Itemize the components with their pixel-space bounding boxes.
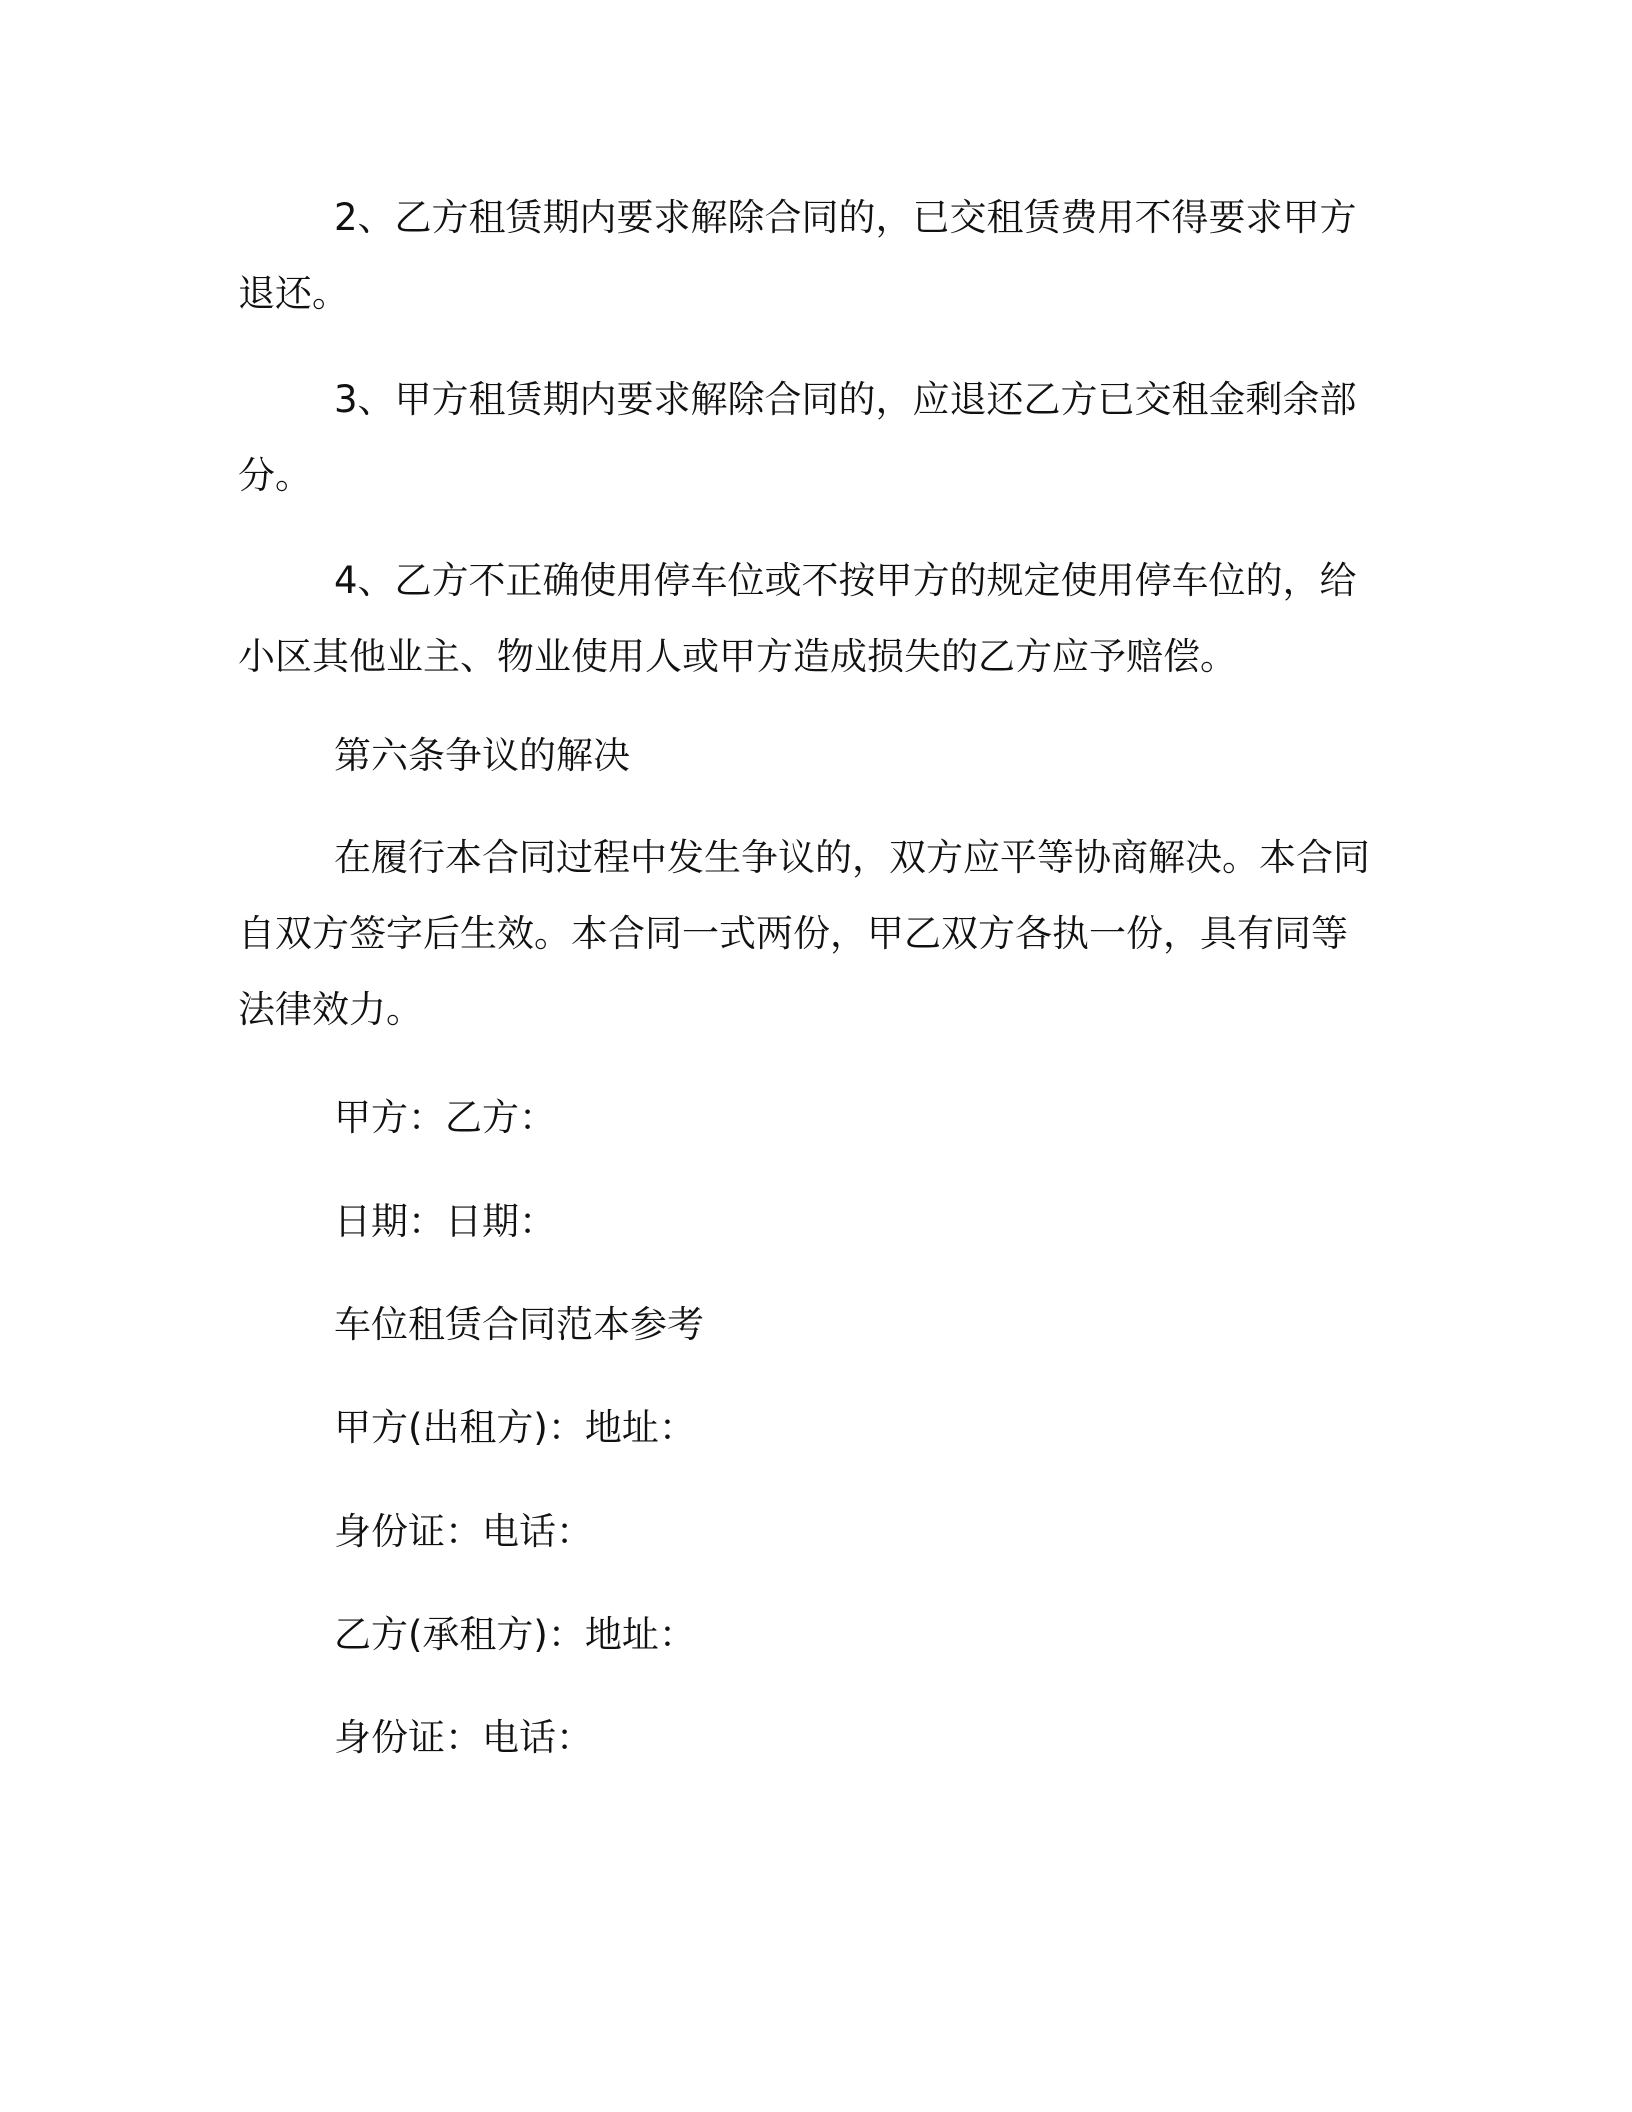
signature-dates: 日期：日期： [334,1200,556,1243]
party-b-address: 乙方(承租方)：地址： [334,1613,696,1656]
clause-item-2: 2、乙方租赁期内要求解除合同的，已交租赁费用不得要求甲方退还。 [238,196,1357,315]
party-a-contact: 身份证：电话： [334,1510,593,1553]
template-title: 车位租赁合同范本参考 [334,1303,704,1346]
party-a-address: 甲方(出租方)：地址： [334,1406,696,1449]
party-b-contact: 身份证：电话： [334,1716,593,1759]
article-6-heading: 第六条争议的解决 [334,734,630,777]
clause-item-3: 3、甲方租赁期内要求解除合同的，应退还乙方已交租金剩余部分。 [238,378,1357,497]
article-6-body: 在履行本合同过程中发生争议的，双方应平等协商解决。本合同自双方签字后生效。本合同一式两份，甲乙双方各执一份，具有同等法律效力。 [238,836,1370,1031]
clause-item-4: 4、乙方不正确使用停车位或不按甲方的规定使用停车位的，给小区其他业主、物业使用人或甲方造成损失的乙方应予赔偿。 [238,559,1357,678]
signature-parties: 甲方：乙方： [334,1096,556,1139]
